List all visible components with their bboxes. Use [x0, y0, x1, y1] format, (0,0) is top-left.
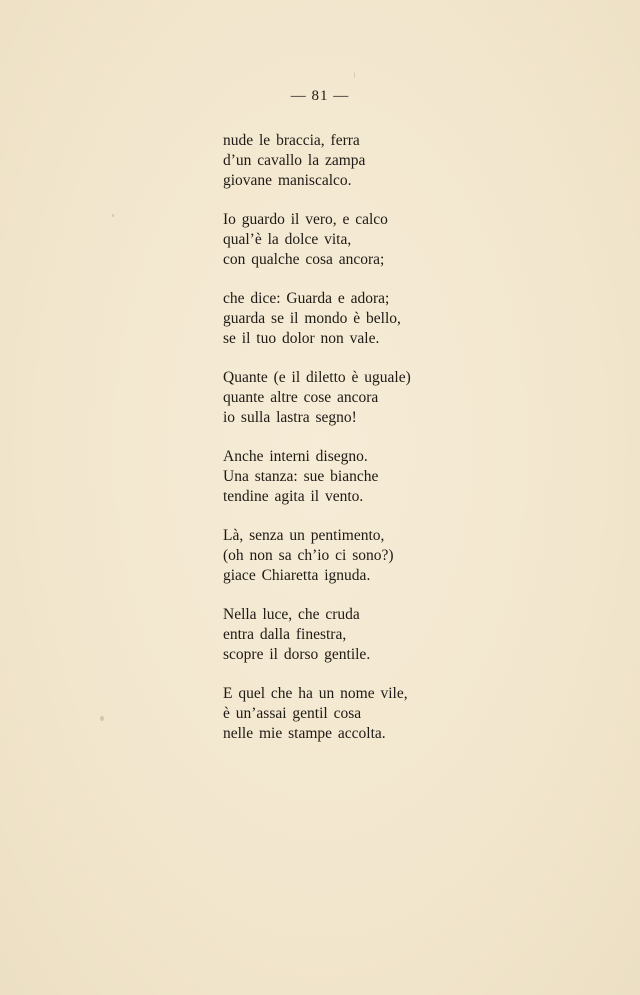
poem-line: d’un cavallo la zampa	[223, 152, 366, 169]
poem-line: nude le braccia, ferra	[223, 132, 360, 149]
poem-line: Una stanza: sue bianche	[223, 468, 379, 485]
poem-line: guarda se il mondo è bello,	[223, 310, 401, 327]
stanza	[223, 210, 483, 270]
stanza	[223, 605, 483, 665]
poem-line: E quel che ha un nome vile,	[223, 685, 408, 702]
poem	[223, 131, 483, 763]
poem-line: quante altre cose ancora	[223, 389, 379, 406]
stanza	[223, 368, 483, 428]
page-number: — 81 —	[290, 88, 350, 104]
poem-line: è un’assai gentil cosa	[223, 705, 362, 722]
poem-line: giovane maniscalco.	[223, 172, 352, 189]
poem-line: (oh non sa ch’io ci sono?)	[223, 547, 394, 564]
poem-line: che dice: Guarda e adora;	[223, 290, 390, 307]
stanza	[223, 684, 483, 744]
poem-line: con qualche cosa ancora;	[223, 251, 385, 268]
poem-line: Là, senza un pentimento,	[223, 527, 385, 544]
poem-line: Io guardo il vero, e calco	[223, 211, 388, 228]
stanza	[223, 526, 483, 586]
poem-line: Quante (e il diletto è uguale)	[223, 369, 411, 386]
poem-line: giace Chiaretta ignuda.	[223, 567, 371, 584]
stanza	[223, 289, 483, 349]
poem-line: scopre il dorso gentile.	[223, 646, 371, 663]
paper-speck	[100, 716, 104, 721]
poem-line: io sulla lastra segno!	[223, 409, 357, 426]
paper-speck	[354, 72, 355, 78]
poem-line: Nella luce, che cruda	[223, 606, 360, 623]
poem-line: se il tuo dolor non vale.	[223, 330, 380, 347]
poem-line: tendine agita il vento.	[223, 488, 364, 505]
paper-speck	[112, 214, 114, 217]
poem-line: nelle mie stampe accolta.	[223, 725, 386, 742]
stanza	[223, 131, 483, 191]
stanza	[223, 447, 483, 507]
poem-line: Anche interni disegno.	[223, 448, 368, 465]
poem-line: entra dalla finestra,	[223, 626, 347, 643]
poem-line: qual’è la dolce vita,	[223, 231, 352, 248]
